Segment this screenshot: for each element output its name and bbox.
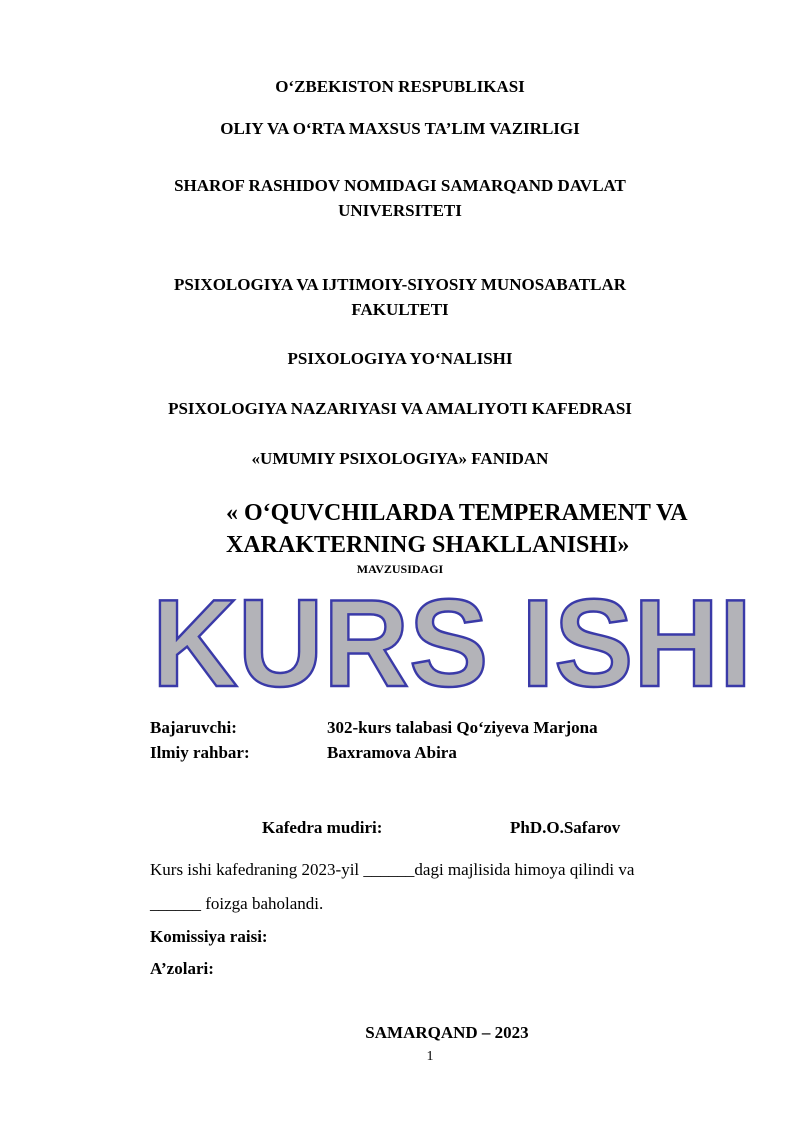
wordart-kurs-ishi [146, 586, 758, 696]
faculty-heading-line1: PSIXOLOGIYA VA IJTIMOIY-SIYOSIY MUNOSABATLAR [173, 275, 627, 294]
topic-subtitle: MAVZUSIDAGI [356, 562, 444, 576]
department-head-value: PhD.O.Safarov [510, 818, 621, 837]
topic-title-line1: « O‘QUVCHILARDA TEMPERAMENT VA [226, 500, 688, 526]
performer-label: Bajaruvchi: [150, 718, 237, 737]
country-heading: O‘ZBEKISTON RESPUBLIKASI [275, 77, 525, 96]
defense-text-line2: ______ foizga baholandi. [150, 894, 324, 913]
commission-chair-label: Komissiya raisi: [150, 927, 268, 946]
ministry-heading: OLIY VA O‘RTA MAXSUS TA’LIM VAZIRLIGI [220, 119, 580, 138]
page-number: 1 [426, 1049, 434, 1064]
performer-value: 302-kurs talabasi Qo‘ziyeva Marjona [327, 718, 598, 737]
city-year: SAMARQAND – 2023 [365, 1023, 529, 1042]
department-heading: PSIXOLOGIYA NAZARIYASI VA AMALIYOTI KAFEDRASI [168, 399, 632, 418]
department-head-label: Kafedra mudiri: [262, 818, 383, 837]
university-heading-line1: SHAROF RASHIDOV NOMIDAGI SAMARQAND DAVLAT [174, 176, 626, 195]
advisor-value: Baxramova Abira [327, 743, 457, 762]
subject-heading: «UMUMIY PSIXOLOGIYA» FANIDAN [251, 449, 549, 468]
wordart-text: KURS ISHI [152, 586, 752, 696]
advisor-label: Ilmiy rahbar: [150, 743, 250, 762]
direction-heading: PSIXOLOGIYA YO‘NALISHI [287, 349, 513, 368]
commission-members-label: A’zolari: [150, 959, 214, 978]
topic-title-line2: XARAKTERNING SHAKLLANISHI» [226, 532, 630, 558]
university-heading-line2: UNIVERSITETI [338, 201, 462, 220]
defense-text-line1: Kurs ishi kafedraning 2023-yil ______dagi majlisida himoya qilindi va [150, 860, 635, 879]
faculty-heading-line2: FAKULTETI [351, 300, 449, 319]
